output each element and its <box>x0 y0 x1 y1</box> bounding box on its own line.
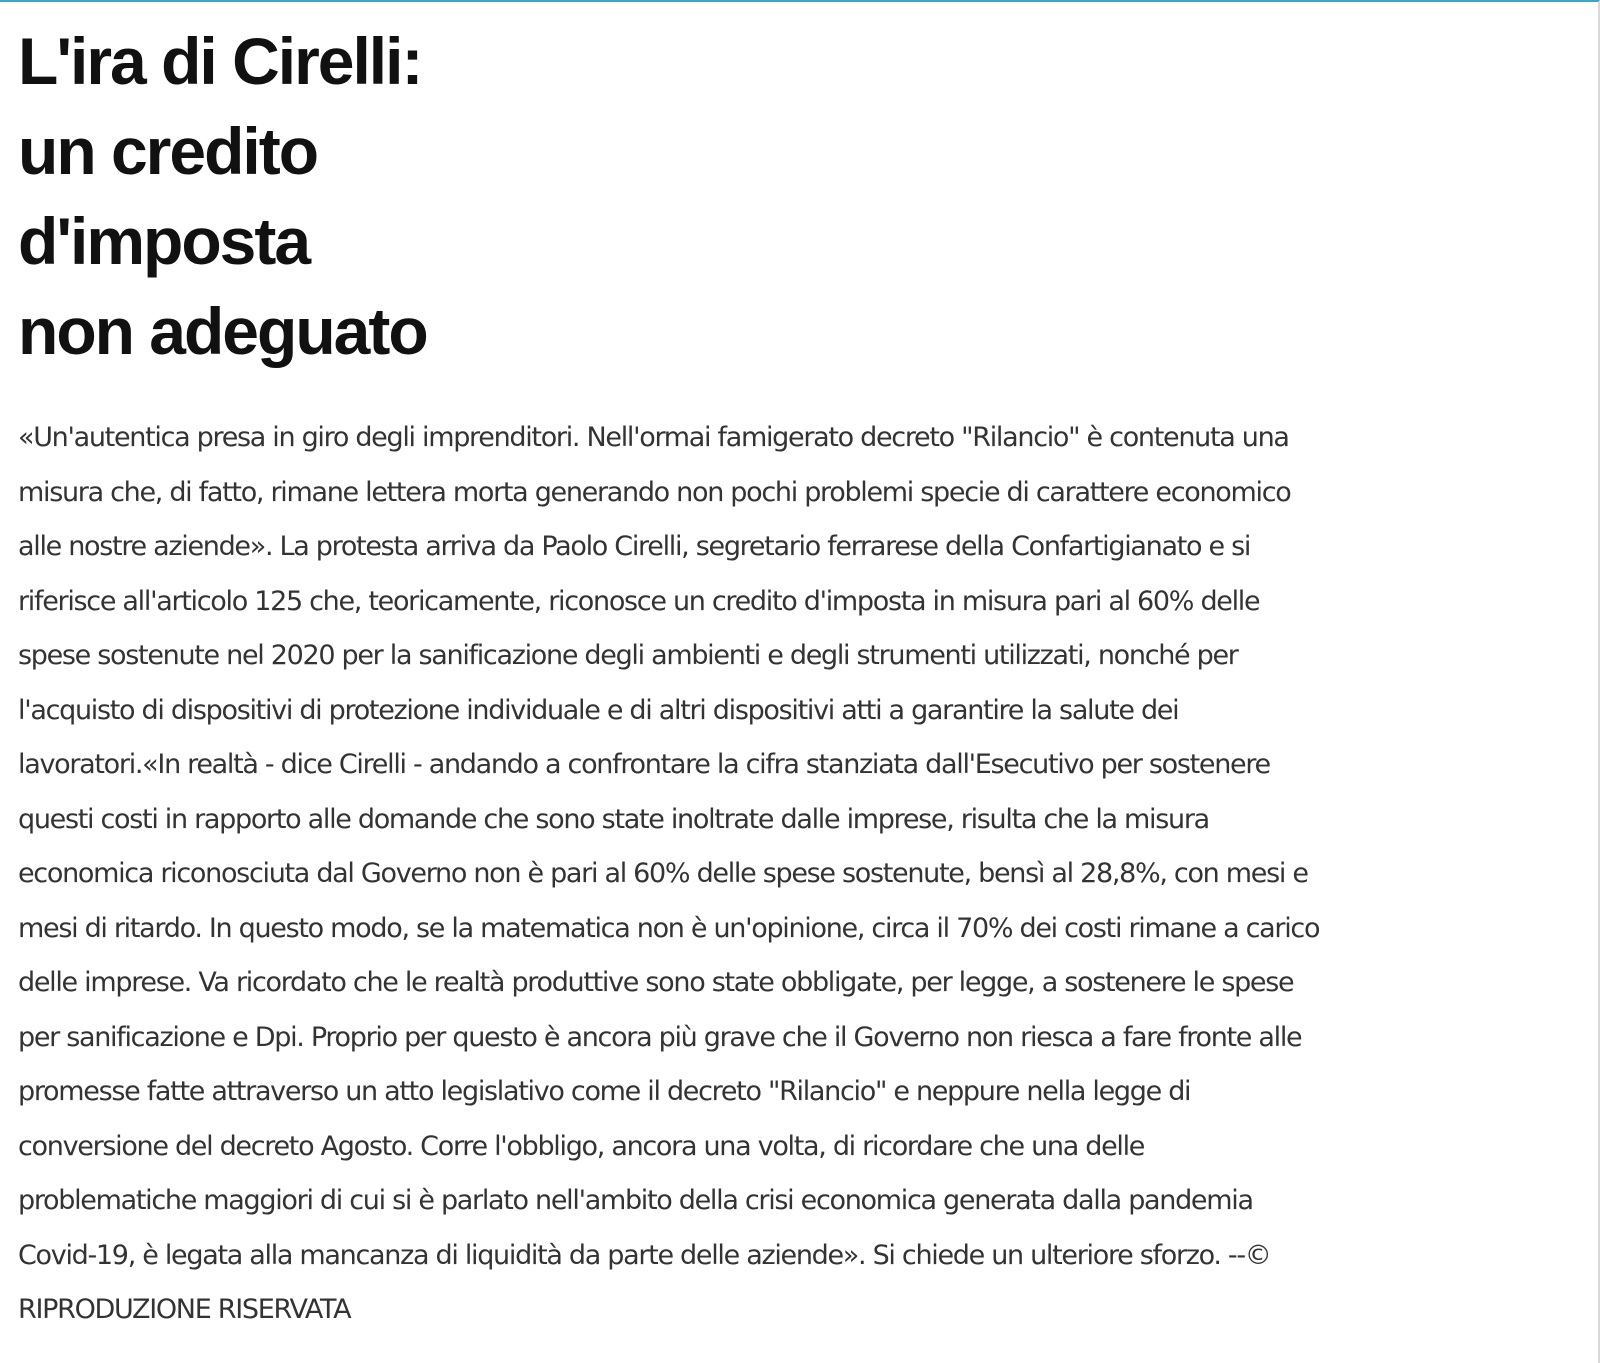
body-line: alle nostre aziende». La protesta arriva da Paolo Cirelli, segretario ferrarese della Confartigianato e si <box>18 531 1251 562</box>
headline-line: un credito <box>18 114 318 188</box>
headline-line: d'imposta <box>18 204 310 278</box>
body-line: lavoratori.«In realtà - dice Cirelli - andando a confrontare la cifra stanziata dall'Esecutivo per sostenere <box>18 749 1270 780</box>
body-line: questi costi in rapporto alle domande che sono state inoltrate dalle imprese, risulta che la misura <box>18 803 1209 835</box>
body-line: delle imprese. Va ricordato che le realtà produttive sono state obbligate, per legge, a sostenere le spese <box>18 967 1294 998</box>
body-line: l'acquisto di dispositivi di protezione individuale e di altri dispositivi atti a garantire la salute dei <box>18 694 1179 726</box>
body-line: economica riconosciuta dal Governo non è pari al 60% delle spese sostenute, bensì al 28,8%, con mesi e <box>18 858 1308 889</box>
body-line: spese sostenute nel 2020 per la sanificazione degli ambienti e degli strumenti utilizzati, nonché per <box>18 640 1238 671</box>
body-line: problematiche maggiori di cui si è parlato nell'ambito della crisi economica generata dalla pandemia <box>18 1185 1253 1216</box>
headline-line: L'ira di Cirelli: <box>18 24 422 98</box>
copyright-line: RIPRODUZIONE RISERVATA <box>18 1294 351 1325</box>
body-line: «Un'autentica presa in giro degli imprenditori. Nell'ormai famigerato decreto "Rilancio" è contenuta una <box>18 422 1289 453</box>
body-line: riferisce all'articolo 125 che, teoricamente, riconosce un credito d'imposta in misura pari al 60% delle <box>18 585 1260 617</box>
body-line: per sanificazione e Dpi. Proprio per questo è ancora più grave che il Governo non riesca a fare fronte alle <box>18 1021 1302 1053</box>
body-line: Covid-19, è legata alla mancanza di liquidità da parte delle aziende». Si chiede un ulteriore sforzo. --© <box>18 1239 1271 1271</box>
article-body <box>18 411 1558 1338</box>
body-line: misura che, di fatto, rimane lettera morta generando non pochi problemi specie di carattere economico <box>18 476 1291 508</box>
article-headline <box>18 16 718 376</box>
body-line: promesse fatte attraverso un atto legislativo come il decreto "Rilancio" e neppure nella legge di <box>18 1076 1191 1107</box>
body-line: mesi di ritardo. In questo modo, se la matematica non è un'opinione, circa il 70% dei costi rimane a carico <box>18 912 1320 944</box>
body-line: conversione del decreto Agosto. Corre l'obbligo, ancora una volta, di ricordare che una delle <box>18 1130 1145 1162</box>
headline-line: non adeguato <box>18 294 427 368</box>
